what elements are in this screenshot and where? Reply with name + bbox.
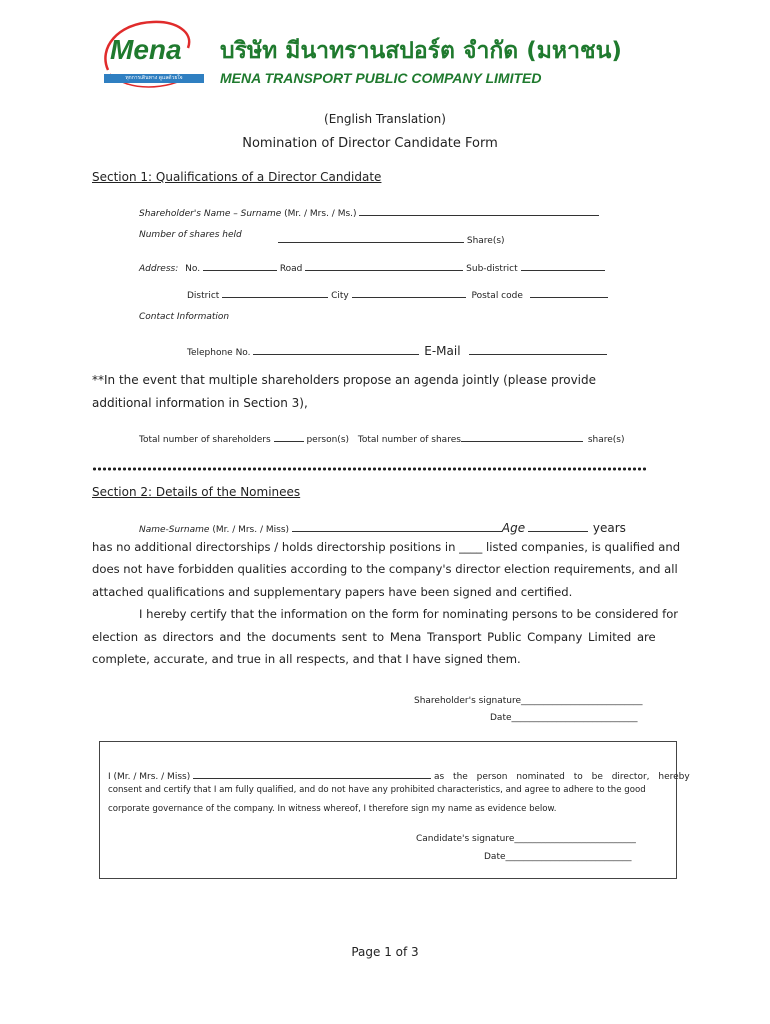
district-field[interactable]	[222, 285, 328, 298]
shareholder-name-row	[139, 203, 599, 219]
candidate-i-label: I (Mr. / Mrs. / Miss)	[108, 772, 191, 782]
total-shares-label: Total number of shares	[357, 435, 461, 445]
section-divider	[92, 467, 646, 471]
email-label: E-Mail	[424, 344, 461, 358]
address-no-field[interactable]	[203, 258, 277, 271]
nominee-line3: attached qualifications and supplementary papers have been signed and certified.	[92, 585, 573, 599]
contact-label: Contact Information	[139, 312, 230, 322]
nominee-line1: has no additional directorships / holds directorship positions in ____ listed companies, is qualified and	[92, 540, 681, 554]
company-logo	[98, 18, 223, 92]
totals-row	[139, 429, 624, 445]
address-label: Address:	[139, 264, 179, 274]
address-row	[139, 258, 605, 274]
total-shares-field[interactable]	[461, 429, 583, 442]
candidate-signature[interactable]: Candidate's signature___________________________	[416, 834, 636, 844]
total-shareholders-field[interactable]	[274, 429, 304, 442]
shareholder-signature[interactable]: Shareholder's signature___________________________	[414, 696, 643, 706]
nominee-name-label: Name-Surname	[139, 525, 210, 535]
candidate-line3: corporate governance of the company. In witness whereof, I therefore sign my name as evidence below.	[108, 804, 557, 814]
certify-line1: I hereby certify that the information on the form for nominating persons to be considered for	[139, 607, 679, 621]
telephone-field[interactable]	[253, 342, 419, 355]
shares-held-row	[278, 230, 505, 246]
candidate-after-blank: as the person nominated to be director, hereby	[433, 772, 690, 782]
joint-note-line1: **In the event that multiple shareholders propose an agenda jointly (please provide	[92, 373, 597, 387]
shareholder-name-title: (Mr. / Mrs. / Ms.)	[284, 209, 357, 219]
total-shares-unit: share(s)	[587, 435, 625, 445]
district-row	[187, 285, 608, 301]
shares-held-label: Number of shares held	[139, 230, 242, 240]
certify-line2: election as directors and the documents sent to Mena Transport Public Company Limited are	[92, 630, 656, 644]
telephone-label: Telephone No.	[187, 348, 251, 358]
candidate-line2: consent and certify that I am fully qualified, and do not have any prohibited characteristics, and agree to adhere to the good	[108, 785, 646, 795]
section1-heading: Section 1: Qualifications of a Director Candidate	[92, 170, 382, 184]
persons-unit: person(s)	[306, 435, 350, 445]
page-number: Page 1 of 3	[351, 945, 419, 959]
logo-brand-text: Mena	[110, 34, 182, 65]
candidate-date[interactable]: Date____________________________	[484, 852, 632, 862]
company-english-name: MENA TRANSPORT PUBLIC COMPANY LIMITED	[220, 70, 542, 86]
joint-note-line2: additional information in Section 3),	[92, 396, 308, 410]
nominee-name-row	[139, 519, 626, 535]
district-label: District	[187, 291, 220, 301]
logo-tagline: ทุกการเดินทาง ดูแลด้วยใจ	[104, 74, 204, 83]
shareholder-name-label: Shareholder's Name – Surname	[139, 209, 282, 219]
company-thai-name: บริษัท มีนาทรานสปอร์ต จำกัด (มหาชน)	[220, 38, 622, 64]
shares-held-field[interactable]	[278, 230, 464, 243]
shareholder-date[interactable]: Date____________________________	[490, 713, 638, 723]
postal-label: Postal code	[471, 291, 523, 301]
section2-heading: Section 2: Details of the Nominees	[92, 485, 301, 499]
shareholder-name-field[interactable]	[359, 203, 599, 216]
nominee-name-title: (Mr. / Mrs. / Miss)	[212, 525, 290, 535]
candidate-consent-box	[99, 741, 690, 879]
candidate-name-field[interactable]	[193, 766, 431, 779]
road-field[interactable]	[305, 258, 463, 271]
no-label: No.	[185, 264, 201, 274]
nominee-line2: does not have forbidden qualities according to the company's director election requirements, and all	[92, 562, 678, 576]
subdistrict-label: Sub-district	[466, 264, 518, 274]
years-label: years	[592, 521, 626, 535]
email-field[interactable]	[469, 342, 607, 355]
telephone-row	[187, 342, 607, 358]
certify-line3: complete, accurate, and true in all respects, and that I have signed them.	[92, 652, 521, 666]
city-field[interactable]	[352, 285, 466, 298]
age-field[interactable]	[528, 519, 588, 532]
total-shareholders-label: Total number of shareholders	[139, 435, 271, 445]
candidate-line1	[108, 766, 690, 782]
form-title: Nomination of Director Candidate Form	[242, 136, 498, 151]
subdistrict-field[interactable]	[521, 258, 605, 271]
translation-note: (English Translation)	[324, 112, 446, 126]
age-label: Age	[501, 521, 526, 535]
shares-unit: Share(s)	[466, 236, 505, 246]
road-label: Road	[279, 264, 303, 274]
postal-field[interactable]	[530, 285, 608, 298]
nominee-name-field[interactable]	[292, 519, 502, 532]
city-label: City	[331, 291, 349, 301]
